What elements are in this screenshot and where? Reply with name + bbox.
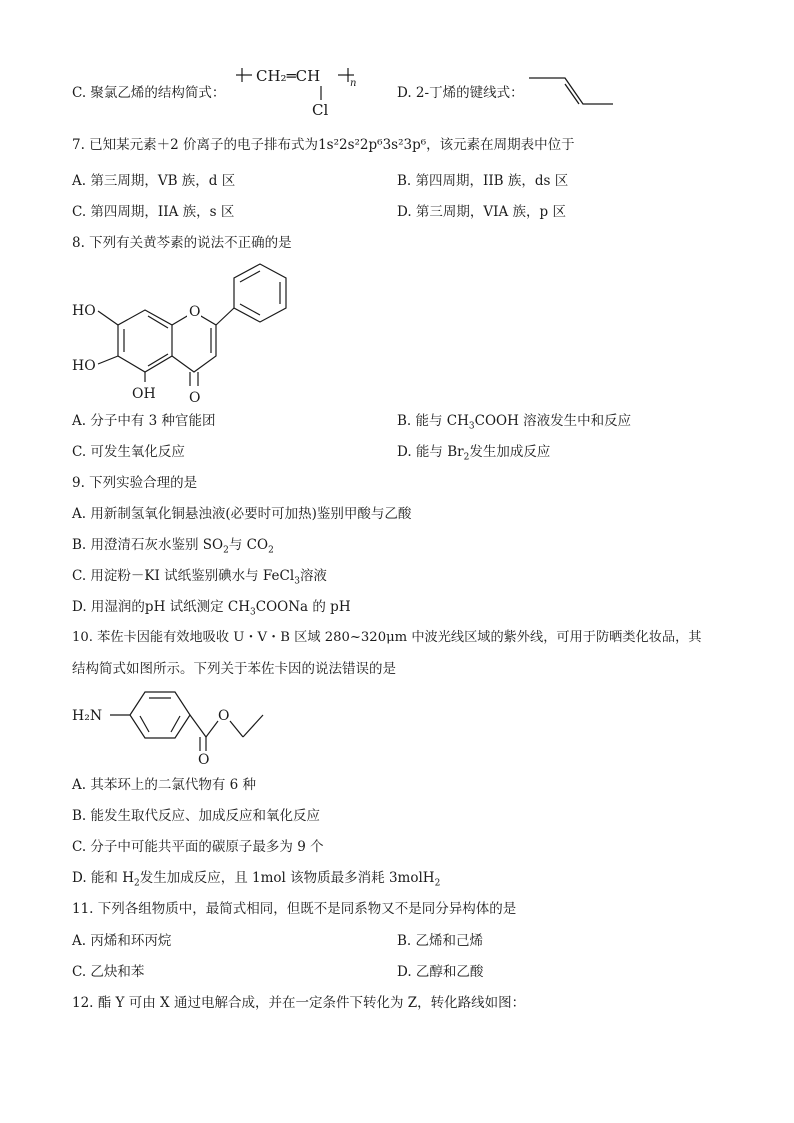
q10-option-c: C. 分子中可能共平面的碳原子最多为 9 个 (72, 839, 324, 855)
q8-option-d (397, 443, 550, 461)
q6-option-d: D. 2-丁烯的键线式： (397, 85, 524, 101)
q7-option-c: C. 第四周期，IIA 族，s 区 (72, 204, 235, 220)
q10-d-mid: 发生加成反应，且 1mol 该物质最多消耗 3molH (139, 870, 435, 886)
q12-stem: 12. 酯 Y 可由 X 通过电解合成，并在一定条件下转化为 Z，转化路线如图： (72, 995, 526, 1011)
q7-electron-config: 1s²2s²2p⁶3s²3p⁶ (318, 137, 427, 153)
q9-d-tail: COONa 的 pH (255, 599, 351, 615)
baicalein-o-ring: O (189, 304, 201, 320)
q10-stem-line2: 结构简式如图所示。下列关于苯佐卡因的说法错误的是 (72, 661, 396, 677)
q9-option-a: A. 用新制氢氧化铜悬浊液(必要时可加热)鉴别甲酸与乙酸 (72, 506, 412, 522)
q9-option-c (72, 567, 327, 585)
q10-d-sub2: 2 (434, 878, 441, 889)
q9-stem: 9. 下列实验合理的是 (72, 475, 198, 491)
q9-d-sub: 3 (250, 607, 256, 618)
q10-stem-line1: 10. 苯佐卡因能有效地吸收 U・V・B 区域 280~320μm 中波光线区域的紫外线，可用于防晒类化妆品，其 (72, 630, 702, 645)
q8-b-sub: 3 (468, 421, 475, 432)
q7-option-d: D. 第三周期，VIA 族，p 区 (397, 204, 566, 220)
q8-option-a: A. 分子中有 3 种官能团 (72, 413, 216, 429)
q9-c-text: C. 用淀粉－KI 试纸鉴别碘水与 FeCl (72, 568, 295, 584)
q9-option-d (72, 598, 351, 616)
q11-stem: 11. 下列各组物质中，最简式相同，但既不是同系物又不是同分异构体的是 (72, 901, 517, 917)
q11-option-b: B. 乙烯和己烯 (397, 933, 484, 949)
q9-b-sub2: 2 (268, 545, 274, 556)
pvc-repeat-n: n (350, 78, 357, 89)
baicalein-oh-3: OH (132, 386, 156, 402)
q8-option-b (397, 412, 631, 430)
q10-d-sub: 2 (134, 878, 140, 889)
benzocaine-structure (70, 688, 280, 768)
q8-d-text: D. 能与 Br (397, 444, 464, 460)
q11-option-d: D. 乙醇和乙酸 (397, 964, 484, 980)
q9-d-text: D. 用湿润的pH 试纸测定 CH (72, 599, 251, 615)
benzocaine-o-ester: O (218, 708, 230, 724)
q11-option-c: C. 乙炔和苯 (72, 964, 145, 980)
q8-d-sub: 2 (463, 452, 470, 463)
pvc-unit: CH₂═CH (256, 67, 321, 85)
q9-b-sub1: 2 (223, 545, 229, 556)
q7-option-a: A. 第三周期，VB 族，d 区 (72, 173, 236, 189)
baicalein-ho-2: HO (72, 358, 96, 374)
q8-d-tail: 发生加成反应 (469, 444, 551, 460)
q8-b-text: B. 能与 CH (397, 413, 469, 429)
q9-c-sub: 3 (294, 576, 300, 587)
q7-stem-text: 7. 已知某元素＋2 价离子的电子排布式为 (72, 137, 319, 153)
benzocaine-h2n: H₂N (72, 708, 103, 724)
q11-option-a: A. 丙烯和环丙烷 (72, 933, 172, 949)
q7-option-b: B. 第四周期，IIB 族，ds 区 (397, 173, 569, 189)
q10-option-a: A. 其苯环上的二氯代物有 6 种 (72, 777, 257, 793)
q9-option-b (72, 536, 274, 554)
pvc-cl: Cl (312, 101, 329, 119)
q10-d-text: D. 能和 H (72, 870, 134, 886)
baicalein-o-keto: O (189, 390, 201, 406)
q9-b-mid: 与 CO (228, 537, 269, 553)
q9-b-text: B. 用澄清石灰水鉴别 SO (72, 537, 224, 553)
q7-stem (72, 136, 575, 154)
q9-c-tail: 溶液 (299, 568, 327, 584)
baicalein-ho-1: HO (72, 303, 96, 319)
baicalein-structure (70, 262, 300, 406)
pvc-structure (236, 62, 366, 122)
q8-option-c: C. 可发生氧化反应 (72, 444, 185, 460)
benzocaine-o-carbonyl: O (198, 752, 210, 768)
q7-stem-tail: ，该元素在周期表中位于 (426, 137, 575, 153)
q6-option-c: C. 聚氯乙烯的结构简式： (72, 85, 226, 101)
q8-b-tail: COOH 溶液发生中和反应 (474, 413, 632, 429)
q8-stem: 8. 下列有关黄芩素的说法不正确的是 (72, 235, 292, 251)
2-butene-skeletal-formula (527, 72, 617, 108)
q10-option-b: B. 能发生取代反应、加成反应和氧化反应 (72, 808, 321, 824)
q10-option-d (72, 869, 440, 887)
